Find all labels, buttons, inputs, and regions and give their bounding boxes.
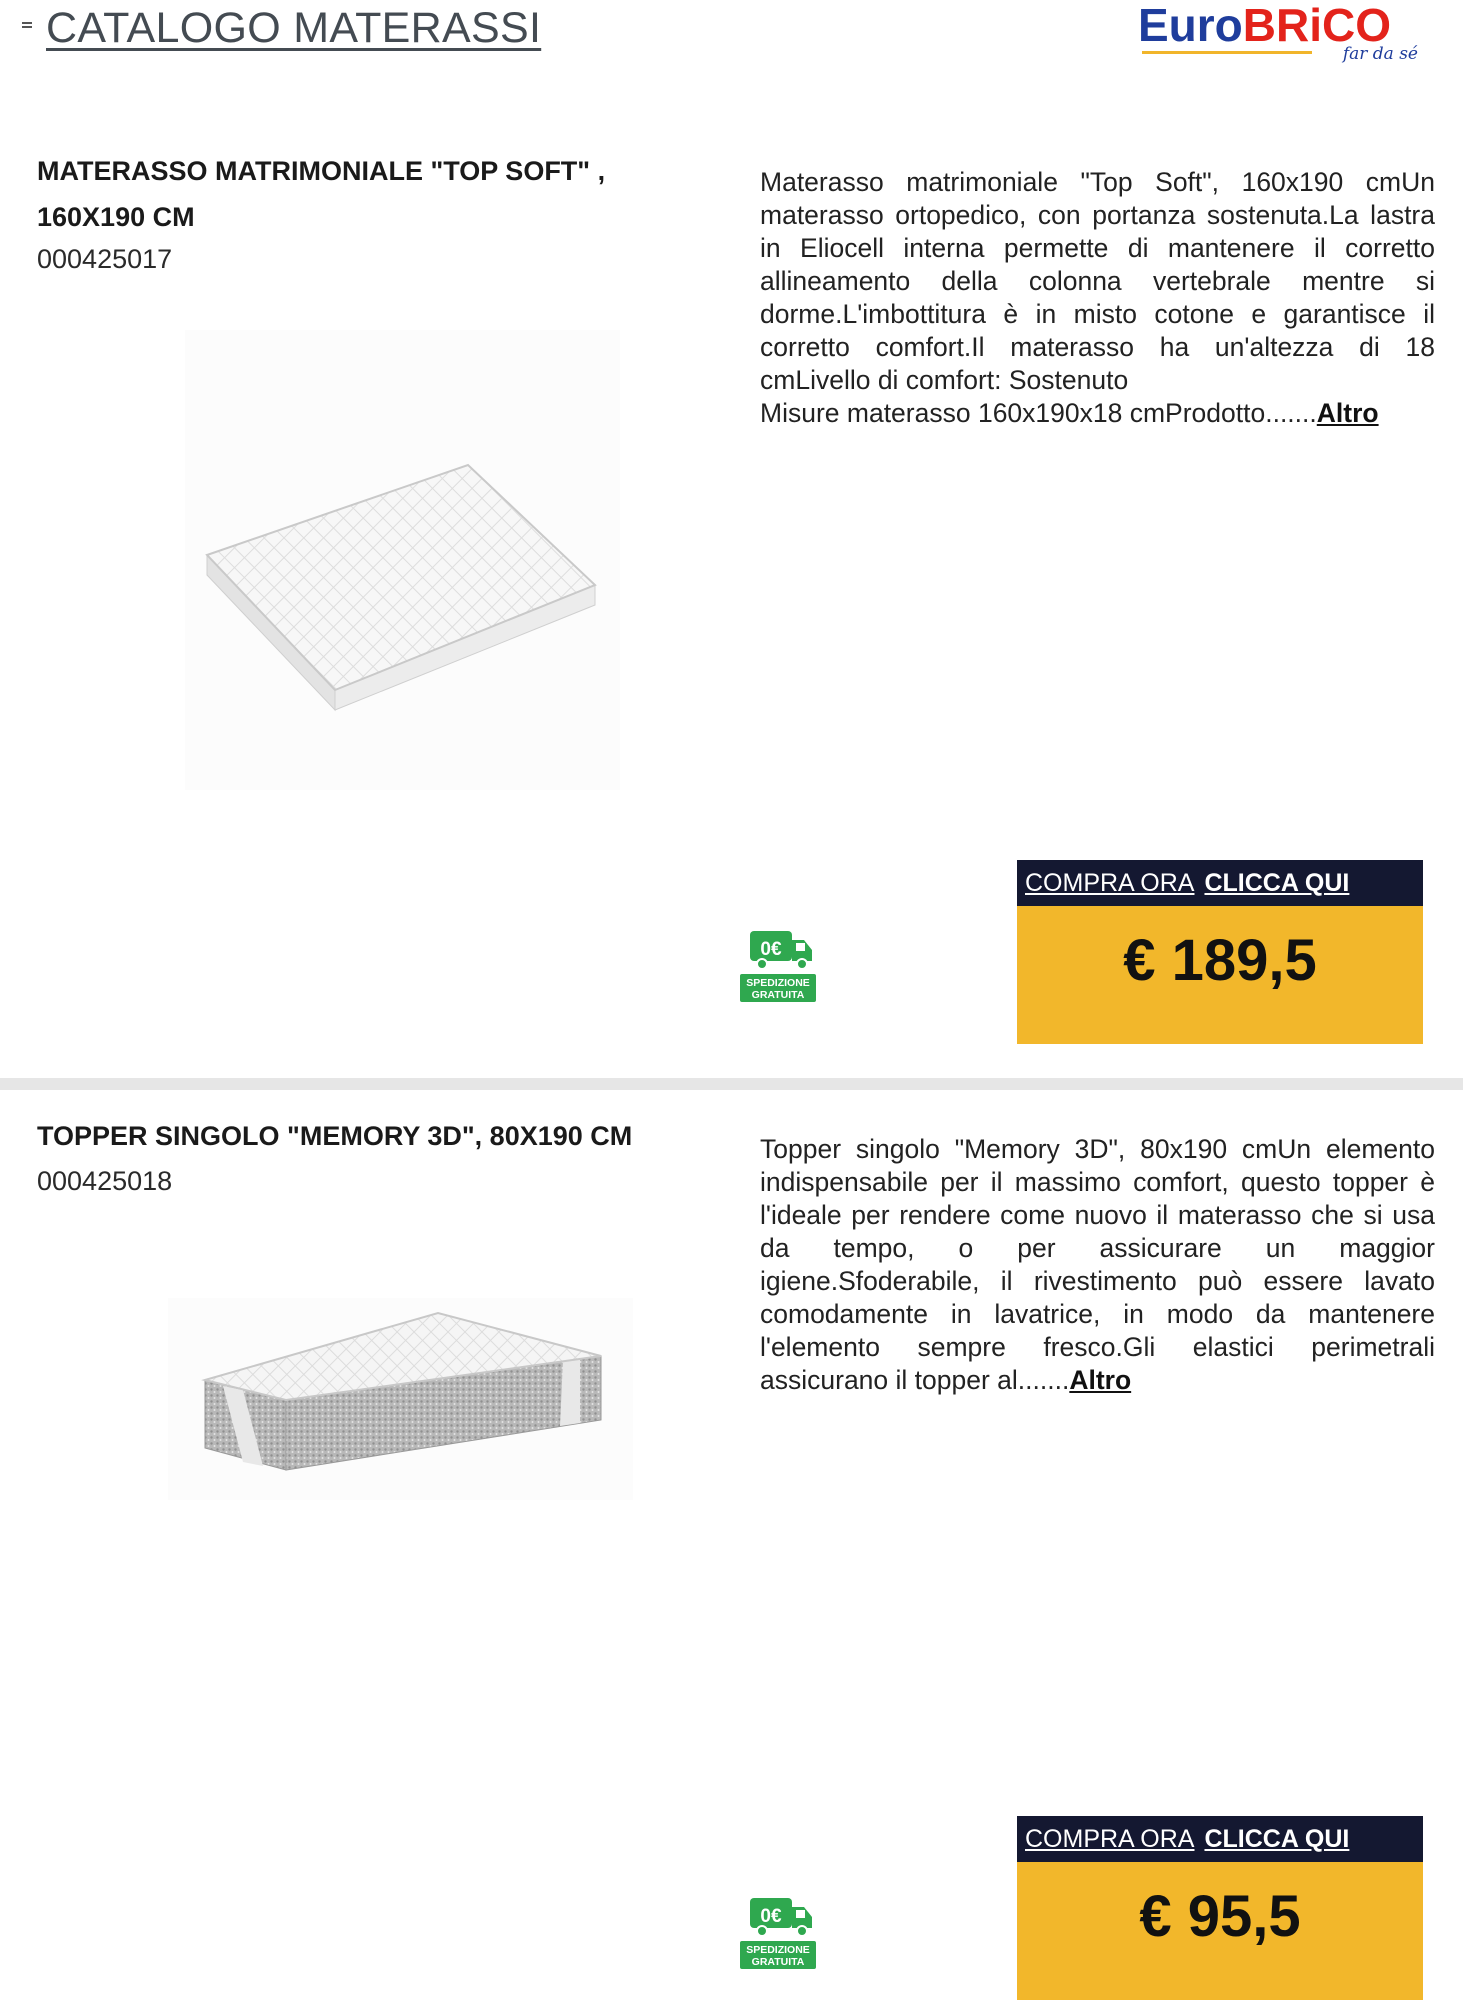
buy-box[interactable] (1017, 860, 1423, 1044)
product-code: 000425017 (37, 244, 173, 274)
product-name-line: MATERASSO MATRIMONIALE "TOP SOFT" , (37, 156, 606, 186)
description-text: Materasso matrimoniale "Top Soft", 160x190 cmUn materasso ortopedico, con portanza sostenuta.La lastra in Eliocell interna permette di mantenere il corretto allineamento della colonna vertebrale mentre si dorme.L'imbottitura è in misto cotone e garantisce il corretto comfort.Il materasso ha un'altezza di 18 cmLivello di comfort: Sostenuto (760, 167, 1435, 395)
free-shipping-truck-icon (740, 928, 816, 1004)
product-description (760, 166, 1435, 430)
svg-text:GRATUITA: GRATUITA (751, 1956, 805, 1968)
buy-now-bar[interactable] (1017, 860, 1423, 906)
product-code: 000425018 (37, 1166, 173, 1196)
buy-now-bar[interactable] (1017, 1816, 1423, 1862)
free-shipping-badge (740, 1895, 816, 1971)
product-name-line: TOPPER SINGOLO "MEMORY 3D", 80X190 CM (37, 1121, 633, 1151)
price[interactable]: € 95,5 (1017, 1862, 1423, 2000)
menu-icon[interactable] (22, 22, 32, 31)
logo-underline (1142, 51, 1312, 54)
description-text: Topper singolo "Memory 3D", 80x190 cmUn elemento indispensabile per il massimo comfort, questo topper è l'ideale per rendere come nuovo il materasso che si usa da tempo, o per assicurare un maggior igiene.Sfoderabile, il rivestimento può essere lavato comodamente in lavatrice, in modo da mantenere l'elemento sempre fresco.Gli elastici perimetrali assicurano il topper al....... (760, 1134, 1435, 1395)
product-name (37, 1113, 697, 1159)
product-description (760, 1133, 1435, 1397)
free-shipping-truck-icon (740, 1895, 816, 1971)
buy-box[interactable] (1017, 1816, 1423, 2000)
more-link[interactable]: Altro (1069, 1365, 1132, 1395)
description-text: Misure materasso 160x190x18 cmProdotto....... (760, 398, 1317, 428)
product-image-mattress[interactable] (185, 330, 620, 790)
logo-brico-text: BRiCO (1242, 0, 1392, 51)
product-name-line: 160X190 CM (37, 202, 195, 232)
svg-text:0€: 0€ (760, 1906, 782, 1927)
product-name (37, 148, 627, 240)
svg-text:0€: 0€ (760, 939, 782, 960)
more-link[interactable]: Altro (1316, 398, 1379, 428)
compra-ora-link[interactable]: COMPRA ORA (1025, 869, 1195, 897)
section-divider (0, 1078, 1463, 1090)
free-shipping-badge (740, 928, 816, 1004)
logo-euro-text: Euro (1138, 0, 1243, 51)
svg-text:SPEDIZIONE: SPEDIZIONE (746, 977, 810, 989)
svg-text:SPEDIZIONE: SPEDIZIONE (746, 1944, 810, 1956)
clicca-qui-link[interactable]: CLICCA QUI (1204, 869, 1350, 897)
product-image-topper[interactable] (168, 1298, 633, 1500)
svg-text:GRATUITA: GRATUITA (751, 989, 805, 1001)
price[interactable]: € 189,5 (1017, 906, 1423, 1044)
page-title: CATALOGO MATERASSI (46, 4, 542, 52)
clicca-qui-link[interactable]: CLICCA QUI (1204, 1825, 1350, 1853)
compra-ora-link[interactable]: COMPRA ORA (1025, 1825, 1195, 1853)
eurobrico-logo[interactable] (1138, 0, 1428, 70)
logo-tagline: far da sé (1342, 44, 1418, 64)
